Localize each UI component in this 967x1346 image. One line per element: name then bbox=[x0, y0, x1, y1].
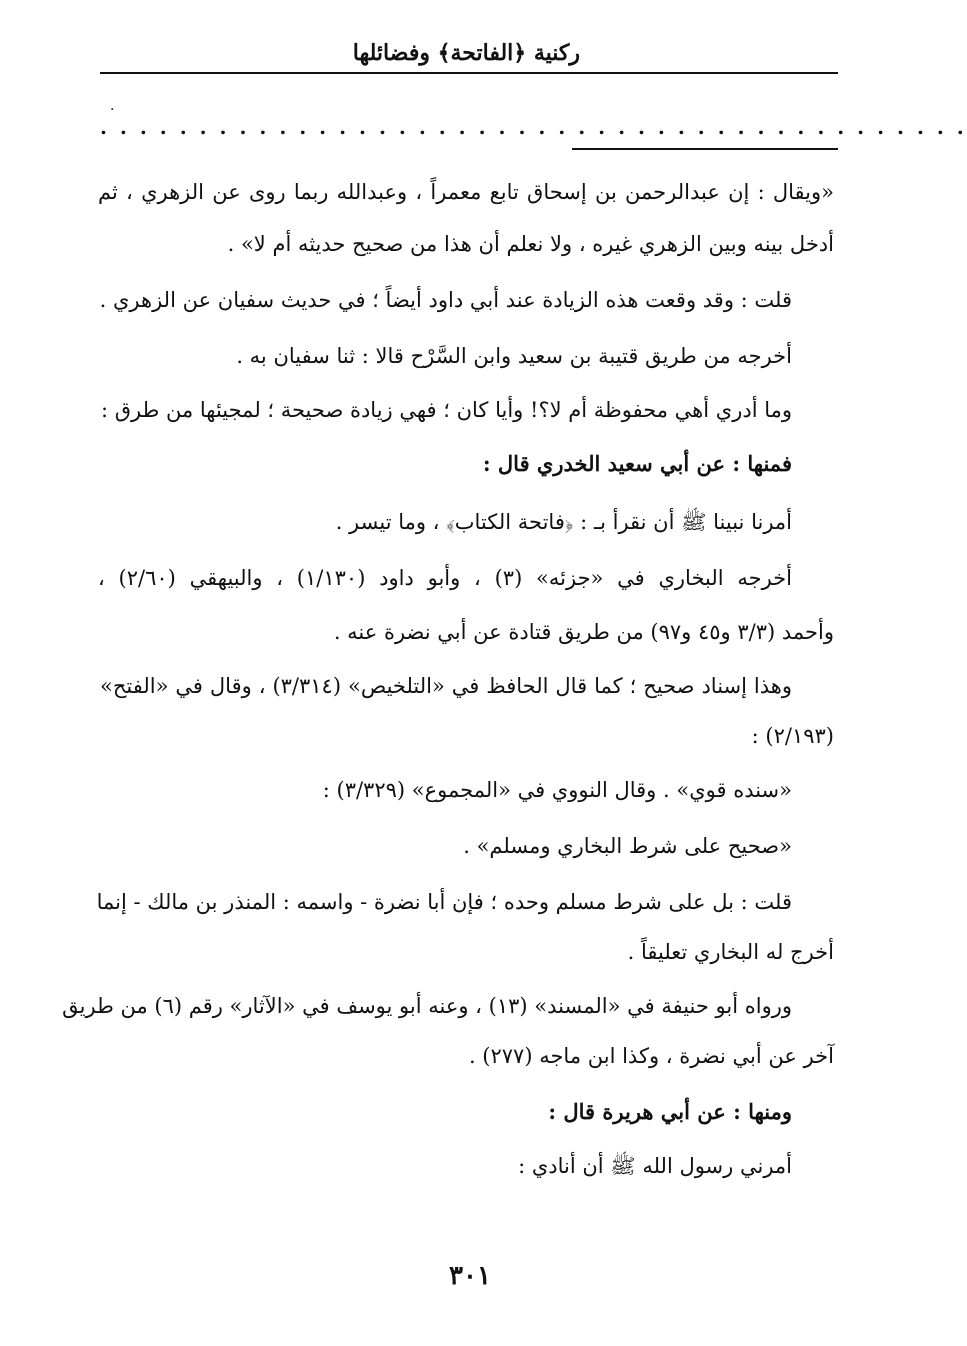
text-line: قلت : وقد وقعت هذه الزيادة عند أبي داود أيضاً ؛ في حديث سفيان عن الزهري . bbox=[99, 288, 792, 312]
text-line: أمرنا نبينا ﷺ أن نقرأ بـ : ﴿فاتحة الكتاب﴾ ، وما تيسر . bbox=[335, 510, 792, 534]
text-line: «صحيح على شرط البخاري ومسلم» . bbox=[463, 834, 792, 858]
text-line: ومنها : عن أبي هريرة قال : bbox=[548, 1099, 792, 1124]
footnote-rule bbox=[572, 148, 838, 150]
text-line: ورواه أبو حنيفة في «المسند» (١٣) ، وعنه أبو يوسف في «الآثار» رقم (٦) من طريق bbox=[62, 994, 792, 1018]
text-line: أخرج له البخاري تعليقاً . bbox=[627, 940, 834, 964]
running-head-title: ركنية ﴿الفاتحة﴾ وفضائلها bbox=[352, 40, 580, 66]
text-line: قلت : بل على شرط مسلم وحده ؛ فإن أبا نضرة - واسمه : المنذر بن مالك - إنما bbox=[96, 890, 792, 914]
text-line: أخرجه البخاري في «جزئه» (٣) ، وأبو داود (١/١٣٠) ، والبيهقي (٢/٦٠) ، bbox=[98, 566, 792, 590]
text-line: «ويقال : إن عبدالرحمن بن إسحاق تابع معمراً ، وعبدالله ربما روى عن الزهري ، ثم bbox=[98, 180, 834, 204]
text-line: (٢/١٩٣) : bbox=[751, 724, 834, 748]
text-line: فمنها : عن أبي سعيد الخدري قال : bbox=[482, 451, 792, 476]
header-rule bbox=[100, 72, 838, 74]
text-line: وهذا إسناد صحيح ؛ كما قال الحافظ في «التلخيص» (٣/٣١٤) ، وقال في «الفتح» bbox=[100, 674, 792, 698]
dotted-separator: . . . . . . . . . . . . . . . . . . . . . . . . . . . . . . . . . . . . . . . . . . . . bbox=[100, 115, 967, 139]
text-line: آخر عن أبي نضرة ، وكذا ابن ماجه (٢٧٧) . bbox=[468, 1044, 834, 1068]
text-line: أخرجه من طريق قتيبة بن سعيد وابن السَّرْح قالا : ثنا سفيان به . bbox=[236, 344, 792, 368]
text-line: «سنده قوي» . وقال النووي في «المجموع» (٣/٣٢٩) : bbox=[322, 778, 792, 802]
page-number: ٣٠١ bbox=[449, 1261, 491, 1291]
text-line: وما أدري أهي محفوظة أم لا؟! وأيا كان ؛ فهي زيادة صحيحة ؛ لمجيئها من طرق : bbox=[100, 398, 792, 422]
text-line: وأحمد (٣/٣ و٤٥ و٩٧) من طريق قتادة عن أبي نضرة عنه . bbox=[333, 620, 834, 644]
text-line: أمرني رسول الله ﷺ أن أنادي : bbox=[518, 1154, 792, 1178]
text-line: أدخل بينه وبين الزهري غيره ، ولا نعلم أن هذا من صحيح حديثه أم لا» . bbox=[227, 232, 834, 256]
stray-dot: · bbox=[110, 102, 115, 118]
